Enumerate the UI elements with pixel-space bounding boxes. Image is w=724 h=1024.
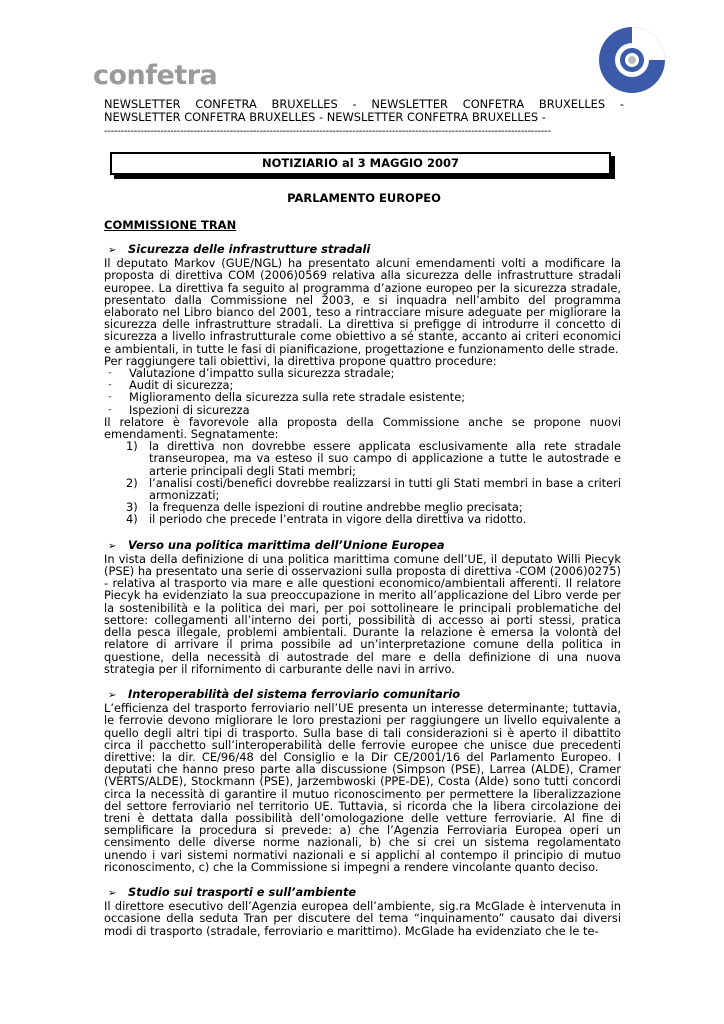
article-rail-interoperability [104, 688, 621, 873]
article-transport-environment [104, 886, 621, 937]
article-paragraph: Il direttore esecutivo dell’Agenzia europea dell’ambiente, sig.ra McGlade è intervenuta in occasione della seduta Tran per discutere del tema “inquinamento” causato dai diversi modi di trasporto (stradale, ferroviario e marittimo). McGlade ha evidenziato che le te- [104, 899, 621, 938]
document-body [104, 243, 621, 950]
list-item: - Miglioramento della sicurezza sulla rete stradale esistente; [104, 391, 621, 403]
newsletter-line-1: NEWSLETTER CONFETRA BRUXELLES - NEWSLETTER CONFETRA BRUXELLES - [104, 97, 624, 111]
arrow-bullet-icon: ➢ [108, 689, 117, 701]
list-item: 4) il periodo che precede l’entrata in vigore della direttiva va ridotto. [126, 512, 527, 527]
dash-bullet-icon: - [108, 368, 112, 379]
dash-bullet-icon: - [108, 380, 112, 391]
article-paragraph: Per raggiungere tali obiettivi, la direttiva propone quattro procedure: [104, 353, 497, 368]
article-paragraph: L’efficienza del trasporto ferroviario nell’UE presenta un interesse determinante; tuttavia, le ferrovie devono migliorare le loro prestazioni per raggiungere un livello equivalente a quello degli altri tipi di trasporto. Sulla base di tali considerazioni si è aperto il dibattito circa il pacchetto sull’interoperabilità delle ferrovie europee che unisce due precedenti direttive: la dir. CE/96/48 del Consiglio e la Dir CE/2001/16 del Parlamento Europeo. I deputati che hanno preso parte alla discussione (Simpson (PSE), Larrea (ALDE), Cramer (VERTS/ALDE), Stockmann (PSE), Jarzembwoski (PPE-DE), Costa (Alde) sono tutti concordi circa la necessità di garantire il mutuo riconoscimento per permettere la liberalizzazione del settore ferroviario nel territorio UE. Tuttavia, si ricorda che la libera circolazione dei treni è dettata dalla possibilità dell’omologazione delle vetture ferroviarie. Al fine di semplificare la procedura si prevede: a) che l’Agenzia Ferroviaria Europea operi un censimento delle diverse norme nazionali, b) che si crei un sistema regolamentato unendo i vari sistemi normativi nazionali e si applichi al contempo il principio di mutuo riconoscimento, c) che la Commissione si impegni a rendere vincolante quanto deciso. [104, 701, 621, 874]
article-paragraph: Il deputato Markov (GUE/NGL) ha presentato alcuni emendamenti volti a modificare la proposta di direttiva COM (2006)0569 relativa alla sicurezza delle infrastrutture stradali europee. La direttiva fa seguito al programma d’azione europeo per la sicurezza stradale, presentato dalla Commissione nel 2003, e si inquadra nell’ambito del programma elaborato nel Libro bianco del 2001, teso a rintracciare misure adeguate per migliorare la sicurezza delle infrastrutture stradali. La direttiva si prefigge di introdurre il concetto di sicurezza a livello infrastrutturale come obiettivo a sé stante, accanto ai criteri economici e ambientali, in tutte le fasi di pianificazione, progettazione e funzionamento delle strade. [104, 256, 621, 356]
commission-heading: COMMISSIONE TRAN [104, 218, 237, 232]
list-item: 2) l’analisi costi/benefici dovrebbe realizzarsi in tutti gli Stati membri in base a criteri armonizzati; [126, 475, 621, 503]
article-title: ➢ Interoperabilità del sistema ferroviario comunitario [108, 686, 461, 701]
article-title: ➢ Verso una politica marittima dell’Unione Europea [108, 537, 445, 552]
list-item: - Audit di sicurezza; [104, 379, 621, 391]
dash-bullet-icon: - [108, 404, 112, 415]
confetra-logo-text: confetra [93, 60, 218, 91]
list-item: 1) la direttiva non dovrebbe essere applicata esclusivamente alla rete stradale transeuropea, ma va esteso il suo campo di applicazione a tutte le autostrade e arterie principali degli Stati membri; [126, 439, 621, 478]
procedures-list [104, 367, 621, 416]
article-title: ➢ Studio sui trasporti e sull’ambiente [108, 884, 357, 899]
newsletter-separator: --------------------------------------------------------------------------------------------------------------------------------------- [104, 126, 551, 137]
article-paragraph: Il relatore è favorevole alla proposta della Commissione anche se propone nuovi emendamenti. Segnatamente: [104, 414, 621, 442]
list-item: - Valutazione d’impatto sulla sicurezza stradale; [104, 367, 621, 379]
amendments-list [104, 440, 621, 525]
article-paragraph: In vista della definizione di una politica marittima comune dell’UE, il deputato Willi Piecyk (PSE) ha presentato una serie di osservazioni sulla proposta di direttiva -COM (2006)0275) - relativa al trasporto via mare e alle questioni economico/ambientali afferenti. Il relatore Piecyk ha evidenziato la sua preoccupazione in merito all’applicazione del Libro verde per la sostenibilità e la politica dei mari, per poi sottolineare le principali problematiche del settore: collegamenti all’interno dei porti, possibilità di accesso ai porti stessi, pratica della pesca illegale, problemi ambientali. Durante la relazione è emersa la volontà del relatore di arrivare il prima possibile ad un’interpretazione comune della politica in questione, della necessità di autostrade del mare e della definizione di una nuova strategia per il rifornimento di carburante delle navi in arrivo. [104, 551, 621, 676]
article-title: ➢ Sicurezza delle infrastrutture stradali [108, 242, 371, 256]
arrow-bullet-icon: ➢ [108, 245, 117, 256]
newsletter-line-2: NEWSLETTER CONFETRA BRUXELLES - NEWSLETTER CONFETRA BRUXELLES - [104, 110, 546, 124]
list-item: - Ispezioni di sicurezza [104, 404, 621, 416]
arrow-bullet-icon: ➢ [108, 887, 117, 899]
dash-bullet-icon: - [108, 392, 112, 403]
notiziario-box: NOTIZIARIO al 3 MAGGIO 2007 [110, 152, 611, 175]
arrow-bullet-icon: ➢ [108, 540, 117, 552]
confetra-logo-mark-icon [598, 26, 666, 94]
section-title: PARLAMENTO EUROPEO [287, 191, 441, 205]
article-road-safety [104, 243, 621, 526]
list-item: 3) la frequenza delle ispezioni di routine andrebbe meglio precisata; [126, 500, 523, 515]
article-maritime-policy [104, 539, 621, 675]
